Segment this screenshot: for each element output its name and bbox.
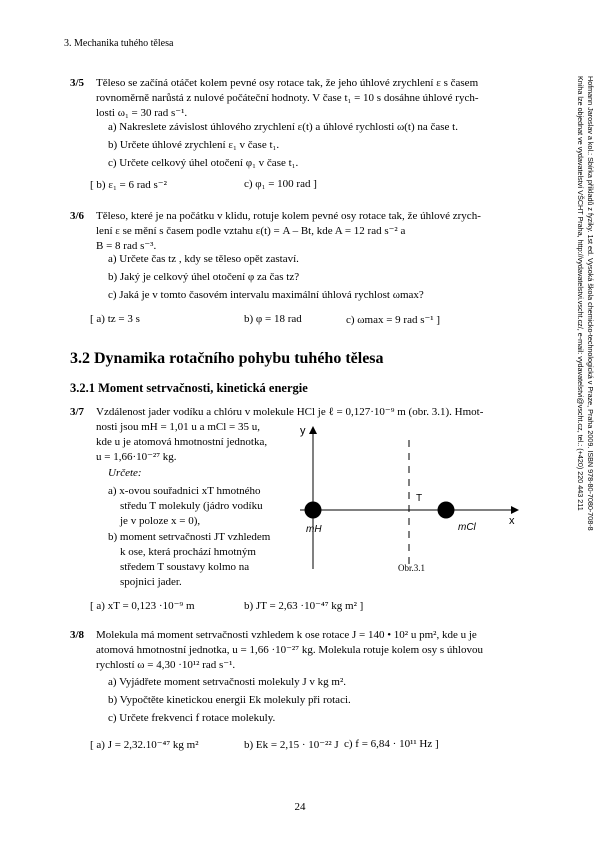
answer: b) JT = 2,63 ·10⁻⁴⁷ kg m² ]	[244, 600, 364, 612]
x-label: x	[509, 515, 515, 527]
item-line: b) moment setrvačnosti JT vzhledem	[108, 531, 271, 543]
item: b) Určete úhlové zrychlení ε₁ v čase t₁.	[108, 139, 280, 151]
problem-number: 3/7	[70, 406, 85, 418]
subsection-heading: 3.2.1 Moment setrvačnosti, kinetická energie	[70, 381, 308, 395]
side-note-line2: Kniha lze objednat ve vydavatelství VŠCHT Praha, http://vydavatelstvi.vscht.cz/, e-mail: vydavatelstvi@vscht.cz, tel.: (+420) 220 443 211	[576, 76, 585, 511]
figure-svg	[300, 424, 530, 574]
side-note-line1: Hofmann Jaroslav a kol.: Sbírka příkladů z fyziky. 1st ed. Vysoká škola chemicko-technologická v Praze, Praha 2009. ISBN 978-80-7080-708-8	[586, 76, 595, 531]
urcete-label: Určete:	[108, 467, 142, 479]
problem-number: 3/6	[70, 210, 85, 222]
text-line: Molekula má moment setrvačnosti vzhledem k ose rotace J = 140 • 10² u pm², kde u je	[96, 629, 477, 641]
text-line: kde u je atomová hmotnostní jednotka,	[96, 436, 268, 448]
text-line: B = 8 rad s⁻³.	[96, 240, 157, 252]
item-b	[108, 530, 270, 590]
item: b) Vypočtěte kinetickou energii Ek molekuly při rotaci.	[108, 694, 351, 706]
answer: c) f = 6,84 · 10¹¹ Hz ]	[344, 738, 439, 750]
text-line: losti ω₁ = 30 rad s⁻¹.	[96, 107, 188, 119]
answer: [ a) xT = 0,123 ·10⁻⁹ m	[90, 600, 195, 612]
answer: [ a) tz = 3 s	[90, 313, 140, 325]
item-line: k ose, která prochází hmotným	[120, 546, 256, 558]
item-a	[108, 484, 263, 529]
item: c) Určete frekvenci f rotace molekuly.	[108, 712, 276, 724]
text-line: u = 1,66·10⁻²⁷ kg.	[96, 451, 177, 463]
answer: c) ωmax = 9 rad s⁻¹ ]	[346, 314, 441, 326]
item: b) Jaký je celkový úhel otočení φ za čas tz?	[108, 271, 300, 283]
item: a) Určete čas tz , kdy se těleso opět zastaví.	[108, 253, 299, 265]
problem-number: 3/8	[70, 629, 85, 641]
item: a) Vyjádřete moment setrvačnosti molekuly J v kg m².	[108, 676, 347, 688]
problem-number: 3/5	[70, 77, 85, 89]
item-line: středu T molekuly (jádro vodíku	[120, 500, 263, 512]
problem-text-line: Vzdálenost jader vodíku a chlóru v molekule HCl je ℓ = 0,127·10⁻⁹ m (obr. 3.1). Hmot-	[96, 406, 484, 418]
answer: b) φ = 18 rad	[244, 313, 302, 325]
mh-label: mH	[306, 524, 322, 535]
chlorine-nucleus	[438, 502, 455, 519]
text-line: lení ε se mění s časem podle vztahu ε(t) = A – Bt, kde A = 12 rad s⁻² a	[96, 225, 406, 237]
text-line: atomová hmotnostní jednotka, u = 1,66 ·10⁻²⁷ kg. Molekula rotuje kolem osy s úhlovou	[96, 644, 483, 656]
problem-items	[108, 675, 351, 729]
item: a) Nakreslete závislost úhlového zrychlení ε(t) a úhlové rychlosti ω(t) na čase t.	[108, 121, 458, 133]
t-label: T	[416, 493, 423, 504]
problem-text	[96, 76, 526, 121]
mcl-label: mCl	[458, 522, 476, 533]
item-line: a) x-ovou souřadnici xT hmotného	[108, 485, 261, 497]
answer: [ a) J = 2,32.10⁻⁴⁷ kg m²	[90, 739, 199, 751]
answer: c) φ₁ = 100 rad ]	[244, 178, 317, 190]
section-heading: 3.2 Dynamika rotačního pohybu tuhého tělesa	[70, 350, 384, 367]
answer: b) Ek = 2,15 · 10⁻²² J	[244, 739, 339, 751]
y-label: y	[300, 425, 306, 437]
text-line: Těleso se začíná otáčet kolem pevné osy rotace tak, že jeho úhlové zrychlení ε s časem	[96, 77, 479, 89]
item-line: je v poloze x = 0),	[120, 515, 201, 527]
running-header: 3. Mechanika tuhého tělesa	[64, 38, 174, 49]
problem-text	[96, 628, 528, 673]
text-line: Těleso, které je na počátku v klidu, rotuje kolem pevné osy rotace tak, že úhlové zrych-	[96, 210, 481, 222]
problem-items	[108, 120, 458, 174]
answer: [ b) ε₁ = 6 rad s⁻²	[90, 179, 167, 191]
item: c) Určete celkový úhel otočení φ₁ v čase t₁.	[108, 157, 299, 169]
problem-text	[96, 209, 528, 254]
problem-text	[96, 420, 267, 465]
page-number: 24	[294, 801, 306, 813]
item-line: středem T soustavy kolmo na	[120, 561, 250, 573]
text-line: nosti jsou mH = 1,01 u a mCl = 35 u,	[96, 421, 260, 433]
figure-hcl	[300, 424, 530, 574]
figure-caption: Obr.3.1	[398, 563, 425, 573]
text-line: rychlostí ω = 4,30 ·10¹² rad s⁻¹.	[96, 659, 236, 671]
hydrogen-nucleus	[305, 502, 322, 519]
item-line: spojnici jader.	[120, 576, 182, 588]
text-line: rovnoměrně narůstá z nulové počáteční hodnoty. V čase t₁ = 10 s dosáhne úhlové rych-	[96, 92, 479, 104]
item: c) Jaká je v tomto časovém intervalu maximální úhlová rychlost ωmax?	[108, 289, 424, 301]
problem-items	[108, 252, 424, 306]
